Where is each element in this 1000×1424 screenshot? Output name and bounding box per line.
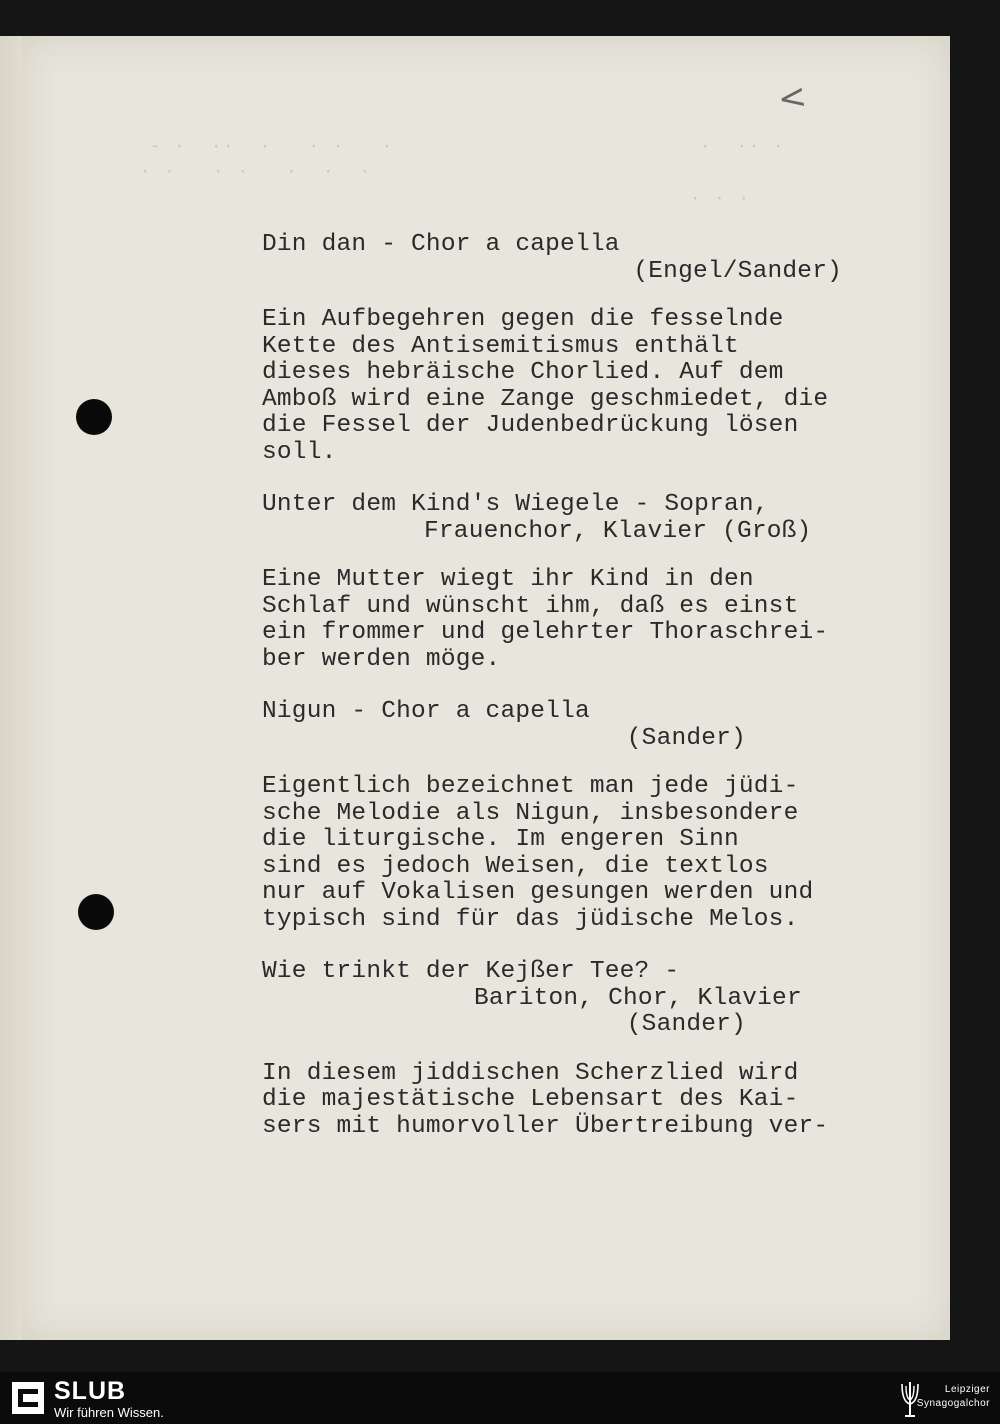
section-credit: (Sander): [626, 724, 746, 752]
body-line: sers mit humorvoller Übertreibung ver-: [262, 1112, 829, 1140]
section-heading: Nigun - Chor a capella: [262, 698, 590, 725]
body-line: dieses hebräische Chorlied. Auf dem: [262, 359, 784, 386]
body-line: soll.: [262, 438, 337, 466]
body-line: Amboß wird eine Zange geschmiedet, die: [262, 385, 829, 413]
body-line: sche Melodie als Nigun, insbesondere: [262, 799, 799, 827]
body-line: Eine Mutter wiegt ihr Kind in den: [262, 566, 754, 593]
body-line: In diesem jiddischen Scherzlied wird: [262, 1059, 799, 1087]
typewritten-text: [262, 232, 902, 1140]
show-through-text: · · · · · · ·: [140, 163, 372, 182]
body-line: typisch sind für das jüdische Melos.: [262, 905, 799, 933]
section-heading: Wie trinkt der Kejßer Tee? -: [262, 958, 680, 985]
section-heading: Bariton, Chor, Klavier: [474, 984, 802, 1012]
slub-logo-icon: [10, 1380, 46, 1416]
show-through-text: · · ·: [690, 190, 752, 209]
body-line: ber werden möge.: [262, 645, 501, 673]
body-line: ein frommer und gelehrter Thoraschrei-: [262, 619, 829, 646]
section-credit: (Sander): [626, 1011, 746, 1038]
body-line: Ein Aufbegehren gegen die fesselnde: [262, 306, 784, 333]
viewer-footer: [0, 1372, 1000, 1424]
body-line: Schlaf und wünscht ihm, daß es einst: [262, 592, 799, 620]
body-line: nur auf Vokalisen gesungen werden und: [262, 879, 814, 906]
body-line: die Fessel der Judenbedrückung lösen: [262, 412, 799, 439]
punch-hole: [78, 894, 114, 930]
section-credit: (Engel/Sander): [633, 257, 842, 285]
slub-tagline: Wir führen Wissen.: [54, 1405, 164, 1420]
slub-brand[interactable]: SLUB: [54, 1377, 127, 1405]
pencil-mark: <: [775, 76, 810, 120]
body-line: Kette des Antisemitismus enthält: [262, 332, 739, 360]
partner-name-line1: Leipziger: [944, 1384, 990, 1395]
punch-hole: [76, 399, 112, 435]
section-heading: Frauenchor, Klavier (Groß): [424, 517, 812, 545]
show-through-text: · ·· ·: [700, 138, 786, 157]
body-line: Eigentlich bezeichnet man jede jüdi-: [262, 773, 799, 800]
body-line: sind es jedoch Weisen, die textlos: [262, 852, 769, 880]
body-line: die majestätische Lebensart des Kai-: [262, 1086, 799, 1113]
section-heading: Din dan - Chor a capella: [262, 231, 620, 258]
partner-name-line2: Synagogalchor: [916, 1398, 990, 1409]
section-heading: Unter dem Kind's Wiegele - Sopran,: [262, 491, 769, 518]
body-line: die liturgische. Im engeren Sinn: [262, 826, 739, 853]
show-through-text: - · ·· · · · ·: [150, 138, 395, 157]
